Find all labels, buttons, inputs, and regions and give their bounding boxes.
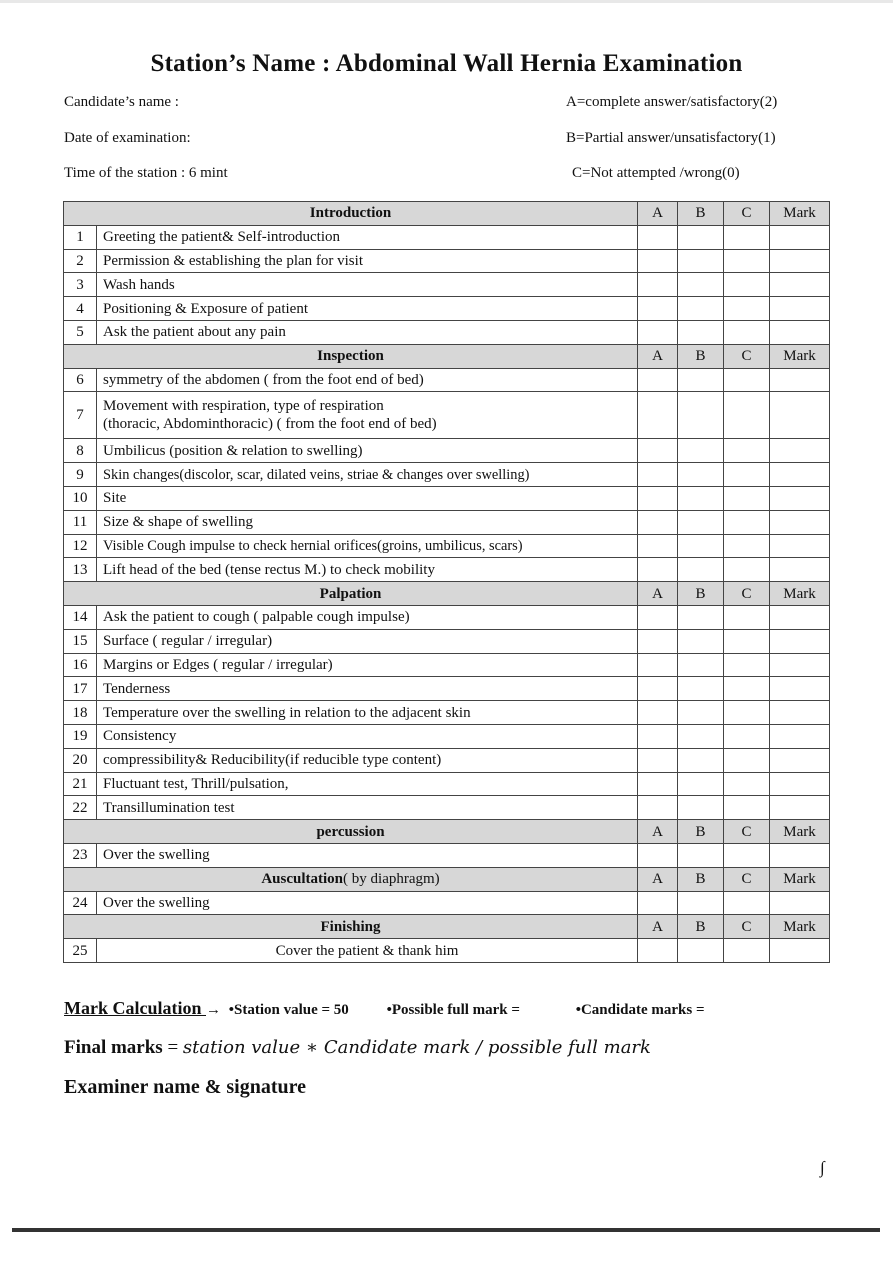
item-number: 15 (64, 629, 97, 653)
col-b-header: B (678, 202, 724, 226)
section-title-group (64, 867, 638, 891)
table-row (64, 772, 830, 796)
formula-equals: = (162, 1037, 183, 1058)
table-row (64, 653, 830, 677)
grade-c-cell[interactable] (724, 653, 770, 677)
item-text: Ask the patient about any pain (97, 320, 638, 344)
grade-b-cell[interactable] (678, 486, 724, 510)
grade-b-cell[interactable] (678, 843, 724, 867)
mark-cell[interactable] (770, 534, 830, 558)
mark-calculation (64, 998, 739, 1019)
item-text: Lift head of the bed (tense rectus M.) to check mobility (97, 558, 638, 582)
col-b-header: B (678, 867, 724, 891)
grade-b-cell[interactable] (678, 653, 724, 677)
grade-b-cell[interactable] (678, 249, 724, 273)
table-row (64, 796, 830, 820)
table-row (64, 939, 830, 963)
table-row (64, 724, 830, 748)
grade-c-cell[interactable] (724, 439, 770, 463)
item-number: 8 (64, 439, 97, 463)
grade-c-cell[interactable] (724, 273, 770, 297)
grade-b-legend: B=Partial answer/unsatisfactory(1) (566, 130, 776, 146)
grade-b-cell[interactable] (678, 796, 724, 820)
grade-b-cell[interactable] (678, 392, 724, 439)
item-number: 14 (64, 605, 97, 629)
mark-cell[interactable] (770, 510, 830, 534)
section-header-inspection (64, 344, 830, 368)
section-header-auscultation (64, 867, 830, 891)
grade-c-cell[interactable] (724, 558, 770, 582)
mark-cell[interactable] (770, 368, 830, 392)
grade-c-cell[interactable] (724, 843, 770, 867)
grade-c-cell[interactable] (724, 748, 770, 772)
grade-a-cell[interactable] (638, 273, 678, 297)
grade-b-cell[interactable] (678, 463, 724, 487)
col-mark-header: Mark (770, 202, 830, 226)
possible-full-mark[interactable]: •Possible full mark = (386, 1002, 520, 1018)
item-number: 22 (64, 796, 97, 820)
item-text: Over the swelling (97, 891, 638, 915)
grade-a-cell[interactable] (638, 701, 678, 725)
col-b-header: B (678, 820, 724, 844)
table-row (64, 392, 830, 439)
table-row (64, 297, 830, 321)
item-number: 18 (64, 701, 97, 725)
col-a-header: A (638, 867, 678, 891)
grade-c-cell[interactable] (724, 629, 770, 653)
grade-a-cell[interactable] (638, 748, 678, 772)
mark-cell[interactable] (770, 439, 830, 463)
item-text: Greeting the patient& Self-introduction (97, 225, 638, 249)
col-mark-header: Mark (770, 915, 830, 939)
grade-a-cell[interactable] (638, 796, 678, 820)
item-text: Wash hands (97, 273, 638, 297)
candidate-marks[interactable]: •Candidate marks = (575, 1002, 705, 1018)
mark-cell[interactable] (770, 748, 830, 772)
col-c-header: C (724, 582, 770, 606)
col-mark-header: Mark (770, 344, 830, 368)
table-row (64, 439, 830, 463)
grade-a-cell[interactable] (638, 249, 678, 273)
table-row (64, 701, 830, 725)
item-number: 2 (64, 249, 97, 273)
table-row (64, 534, 830, 558)
grade-c-cell[interactable] (724, 249, 770, 273)
col-b-header: B (678, 582, 724, 606)
item-text: Transillumination test (97, 796, 638, 820)
table-row (64, 463, 830, 487)
mark-cell[interactable] (770, 273, 830, 297)
col-mark-header: Mark (770, 582, 830, 606)
grade-b-cell[interactable] (678, 558, 724, 582)
page-title: Station’s Name : Abdominal Wall Hernia Examination (150, 50, 743, 77)
time-label: Time of the station : 6 mint (64, 165, 228, 181)
item-number: 19 (64, 724, 97, 748)
grade-b-cell[interactable] (678, 701, 724, 725)
mark-cell[interactable] (770, 891, 830, 915)
mark-cell[interactable] (770, 605, 830, 629)
item-number: 11 (64, 510, 97, 534)
item-text: Cover the patient & thank him (97, 939, 638, 963)
grade-c-cell[interactable] (724, 392, 770, 439)
col-mark-header: Mark (770, 867, 830, 891)
col-b-header: B (678, 344, 724, 368)
table-row (64, 486, 830, 510)
item-number: 23 (64, 843, 97, 867)
grade-a-cell[interactable] (638, 392, 678, 439)
item-text: Umbilicus (position & relation to swelling) (97, 439, 638, 463)
item-text: Ask the patient to cough ( palpable cough impulse) (97, 605, 638, 629)
item-text: Site (97, 486, 638, 510)
item-number: 9 (64, 463, 97, 487)
mark-cell[interactable] (770, 701, 830, 725)
item-text: Consistency (97, 724, 638, 748)
mark-cell[interactable] (770, 653, 830, 677)
item-text-multiline (97, 392, 638, 439)
grade-b-cell[interactable] (678, 225, 724, 249)
mark-cell[interactable] (770, 297, 830, 321)
grade-c-cell[interactable] (724, 891, 770, 915)
grade-b-cell[interactable] (678, 534, 724, 558)
table-row (64, 605, 830, 629)
mark-calculation-label: Mark Calculation (64, 998, 206, 1018)
item-number: 24 (64, 891, 97, 915)
grade-c-cell[interactable] (724, 677, 770, 701)
item-number: 10 (64, 486, 97, 510)
item-text: Over the swelling (97, 843, 638, 867)
section-header-percussion (64, 820, 830, 844)
section-header-palpation (64, 582, 830, 606)
mark-cell[interactable] (770, 939, 830, 963)
mark-cell[interactable] (770, 724, 830, 748)
item-text-line-1: Movement with respiration, type of respiration (103, 398, 384, 415)
grade-c-cell[interactable] (724, 796, 770, 820)
section-title: Introduction (64, 202, 638, 226)
item-number: 16 (64, 653, 97, 677)
grade-b-cell[interactable] (678, 605, 724, 629)
item-number: 20 (64, 748, 97, 772)
grade-a-cell[interactable] (638, 677, 678, 701)
grade-a-cell[interactable] (638, 939, 678, 963)
section-header-introduction (64, 202, 830, 226)
table-row (64, 629, 830, 653)
grade-c-legend: C=Not attempted /wrong(0) (572, 165, 740, 181)
grade-a-legend: A=complete answer/satisfactory(2) (566, 94, 778, 110)
grade-a-cell[interactable] (638, 558, 678, 582)
table-row (64, 843, 830, 867)
col-a-header: A (638, 344, 678, 368)
final-marks-label: Final marks (64, 1037, 163, 1058)
grade-c-cell[interactable] (724, 772, 770, 796)
item-number: 5 (64, 320, 97, 344)
item-text: Positioning & Exposure of patient (97, 297, 638, 321)
section-title: Inspection (64, 344, 638, 368)
grade-c-cell[interactable] (724, 701, 770, 725)
grade-c-cell[interactable] (724, 368, 770, 392)
item-text: Permission & establishing the plan for visit (97, 249, 638, 273)
grade-c-cell[interactable] (724, 463, 770, 487)
col-c-header: C (724, 202, 770, 226)
section-header-finishing (64, 915, 830, 939)
item-text: symmetry of the abdomen ( from the foot end of bed) (97, 368, 638, 392)
mark-cell[interactable] (770, 225, 830, 249)
candidate-name-label: Candidate’s name : (64, 94, 179, 110)
grade-c-cell[interactable] (724, 939, 770, 963)
col-a-header: A (638, 582, 678, 606)
item-text: Skin changes(discolor, scar, dilated veins, striae & changes over swelling) (97, 463, 638, 487)
grade-a-cell[interactable] (638, 463, 678, 487)
item-number: 21 (64, 772, 97, 796)
section-title: Finishing (64, 915, 638, 939)
grade-c-cell[interactable] (724, 724, 770, 748)
mark-cell[interactable] (770, 843, 830, 867)
grade-c-cell[interactable] (724, 534, 770, 558)
arrow-icon: → (206, 1002, 221, 1018)
col-c-header: C (724, 344, 770, 368)
section-subtitle: ( by diaphragm) (343, 871, 440, 888)
item-text: Size & shape of swelling (97, 510, 638, 534)
grade-b-cell[interactable] (678, 368, 724, 392)
grade-a-cell[interactable] (638, 320, 678, 344)
item-text: Margins or Edges ( regular / irregular) (97, 653, 638, 677)
grade-b-cell[interactable] (678, 297, 724, 321)
mark-cell[interactable] (770, 249, 830, 273)
section-title: Auscultation (261, 871, 344, 888)
col-b-header: B (678, 915, 724, 939)
col-c-header: C (724, 867, 770, 891)
item-number: 17 (64, 677, 97, 701)
table-row (64, 368, 830, 392)
bottom-divider (12, 1228, 880, 1232)
item-text: Fluctuant test, Thrill/pulsation, (97, 772, 638, 796)
col-c-header: C (724, 915, 770, 939)
table-row (64, 891, 830, 915)
grade-c-cell[interactable] (724, 320, 770, 344)
mark-cell[interactable] (770, 392, 830, 439)
item-number: 25 (64, 939, 97, 963)
mark-cell[interactable] (770, 677, 830, 701)
grade-c-cell[interactable] (724, 510, 770, 534)
checklist-table (63, 201, 830, 963)
table-row (64, 320, 830, 344)
grade-b-cell[interactable] (678, 939, 724, 963)
section-title: percussion (64, 820, 638, 844)
table-row (64, 273, 830, 297)
grade-a-cell[interactable] (638, 486, 678, 510)
grade-b-cell[interactable] (678, 677, 724, 701)
col-a-header: A (638, 915, 678, 939)
col-a-header: A (638, 820, 678, 844)
grade-c-cell[interactable] (724, 297, 770, 321)
mark-cell[interactable] (770, 629, 830, 653)
item-text: Surface ( regular / irregular) (97, 629, 638, 653)
item-number: 7 (64, 392, 97, 439)
table-row (64, 558, 830, 582)
grade-b-cell[interactable] (678, 439, 724, 463)
item-text-line-2: (thoracic, Abdominthoracic) ( from the foot end of bed) (103, 416, 437, 433)
mark-cell[interactable] (770, 558, 830, 582)
grade-a-cell[interactable] (638, 225, 678, 249)
section-title: Palpation (64, 582, 638, 606)
item-text: Tenderness (97, 677, 638, 701)
grade-b-cell[interactable] (678, 510, 724, 534)
col-c-header: C (724, 820, 770, 844)
item-number: 13 (64, 558, 97, 582)
station-value: •Station value = 50 (228, 1002, 349, 1018)
mark-cell[interactable] (770, 486, 830, 510)
item-number: 3 (64, 273, 97, 297)
item-number: 6 (64, 368, 97, 392)
grade-c-cell[interactable] (724, 225, 770, 249)
grade-b-cell[interactable] (678, 320, 724, 344)
grade-a-cell[interactable] (638, 297, 678, 321)
grade-a-cell[interactable] (638, 724, 678, 748)
grade-a-cell[interactable] (638, 772, 678, 796)
col-mark-header: Mark (770, 820, 830, 844)
grade-b-cell[interactable] (678, 748, 724, 772)
grade-b-cell[interactable] (678, 273, 724, 297)
item-text: Temperature over the swelling in relation to the adjacent skin (97, 701, 638, 725)
top-edge (0, 0, 893, 3)
grade-a-cell[interactable] (638, 843, 678, 867)
grade-a-cell[interactable] (638, 653, 678, 677)
formula-expression: station value ∗ Candidate mark / possible full mark (182, 1037, 651, 1058)
grade-a-cell[interactable] (638, 439, 678, 463)
table-row (64, 748, 830, 772)
item-number: 1 (64, 225, 97, 249)
examiner-signature-label: Examiner name & signature (64, 1076, 307, 1098)
grade-a-cell[interactable] (638, 534, 678, 558)
table-row (64, 225, 830, 249)
grade-b-cell[interactable] (678, 772, 724, 796)
grade-a-cell[interactable] (638, 510, 678, 534)
grade-a-cell[interactable] (638, 629, 678, 653)
item-text: Visible Cough impulse to check hernial orifices(groins, umbilicus, scars) (97, 534, 638, 558)
mark-cell[interactable] (770, 320, 830, 344)
date-label: Date of examination: (64, 130, 191, 146)
grade-b-cell[interactable] (678, 629, 724, 653)
grade-a-cell[interactable] (638, 368, 678, 392)
corner-mark: ∫ (820, 1158, 825, 1177)
final-marks-formula (64, 1037, 651, 1059)
col-a-header: A (638, 202, 678, 226)
grade-c-cell[interactable] (724, 486, 770, 510)
item-text: compressibility& Reducibility(if reducible type content) (97, 748, 638, 772)
table-row (64, 677, 830, 701)
item-number: 12 (64, 534, 97, 558)
table-row (64, 249, 830, 273)
mark-cell[interactable] (770, 463, 830, 487)
grade-b-cell[interactable] (678, 891, 724, 915)
mark-cell[interactable] (770, 796, 830, 820)
grade-a-cell[interactable] (638, 891, 678, 915)
item-number: 4 (64, 297, 97, 321)
grade-b-cell[interactable] (678, 724, 724, 748)
grade-a-cell[interactable] (638, 605, 678, 629)
grade-c-cell[interactable] (724, 605, 770, 629)
mark-cell[interactable] (770, 772, 830, 796)
table-row (64, 510, 830, 534)
